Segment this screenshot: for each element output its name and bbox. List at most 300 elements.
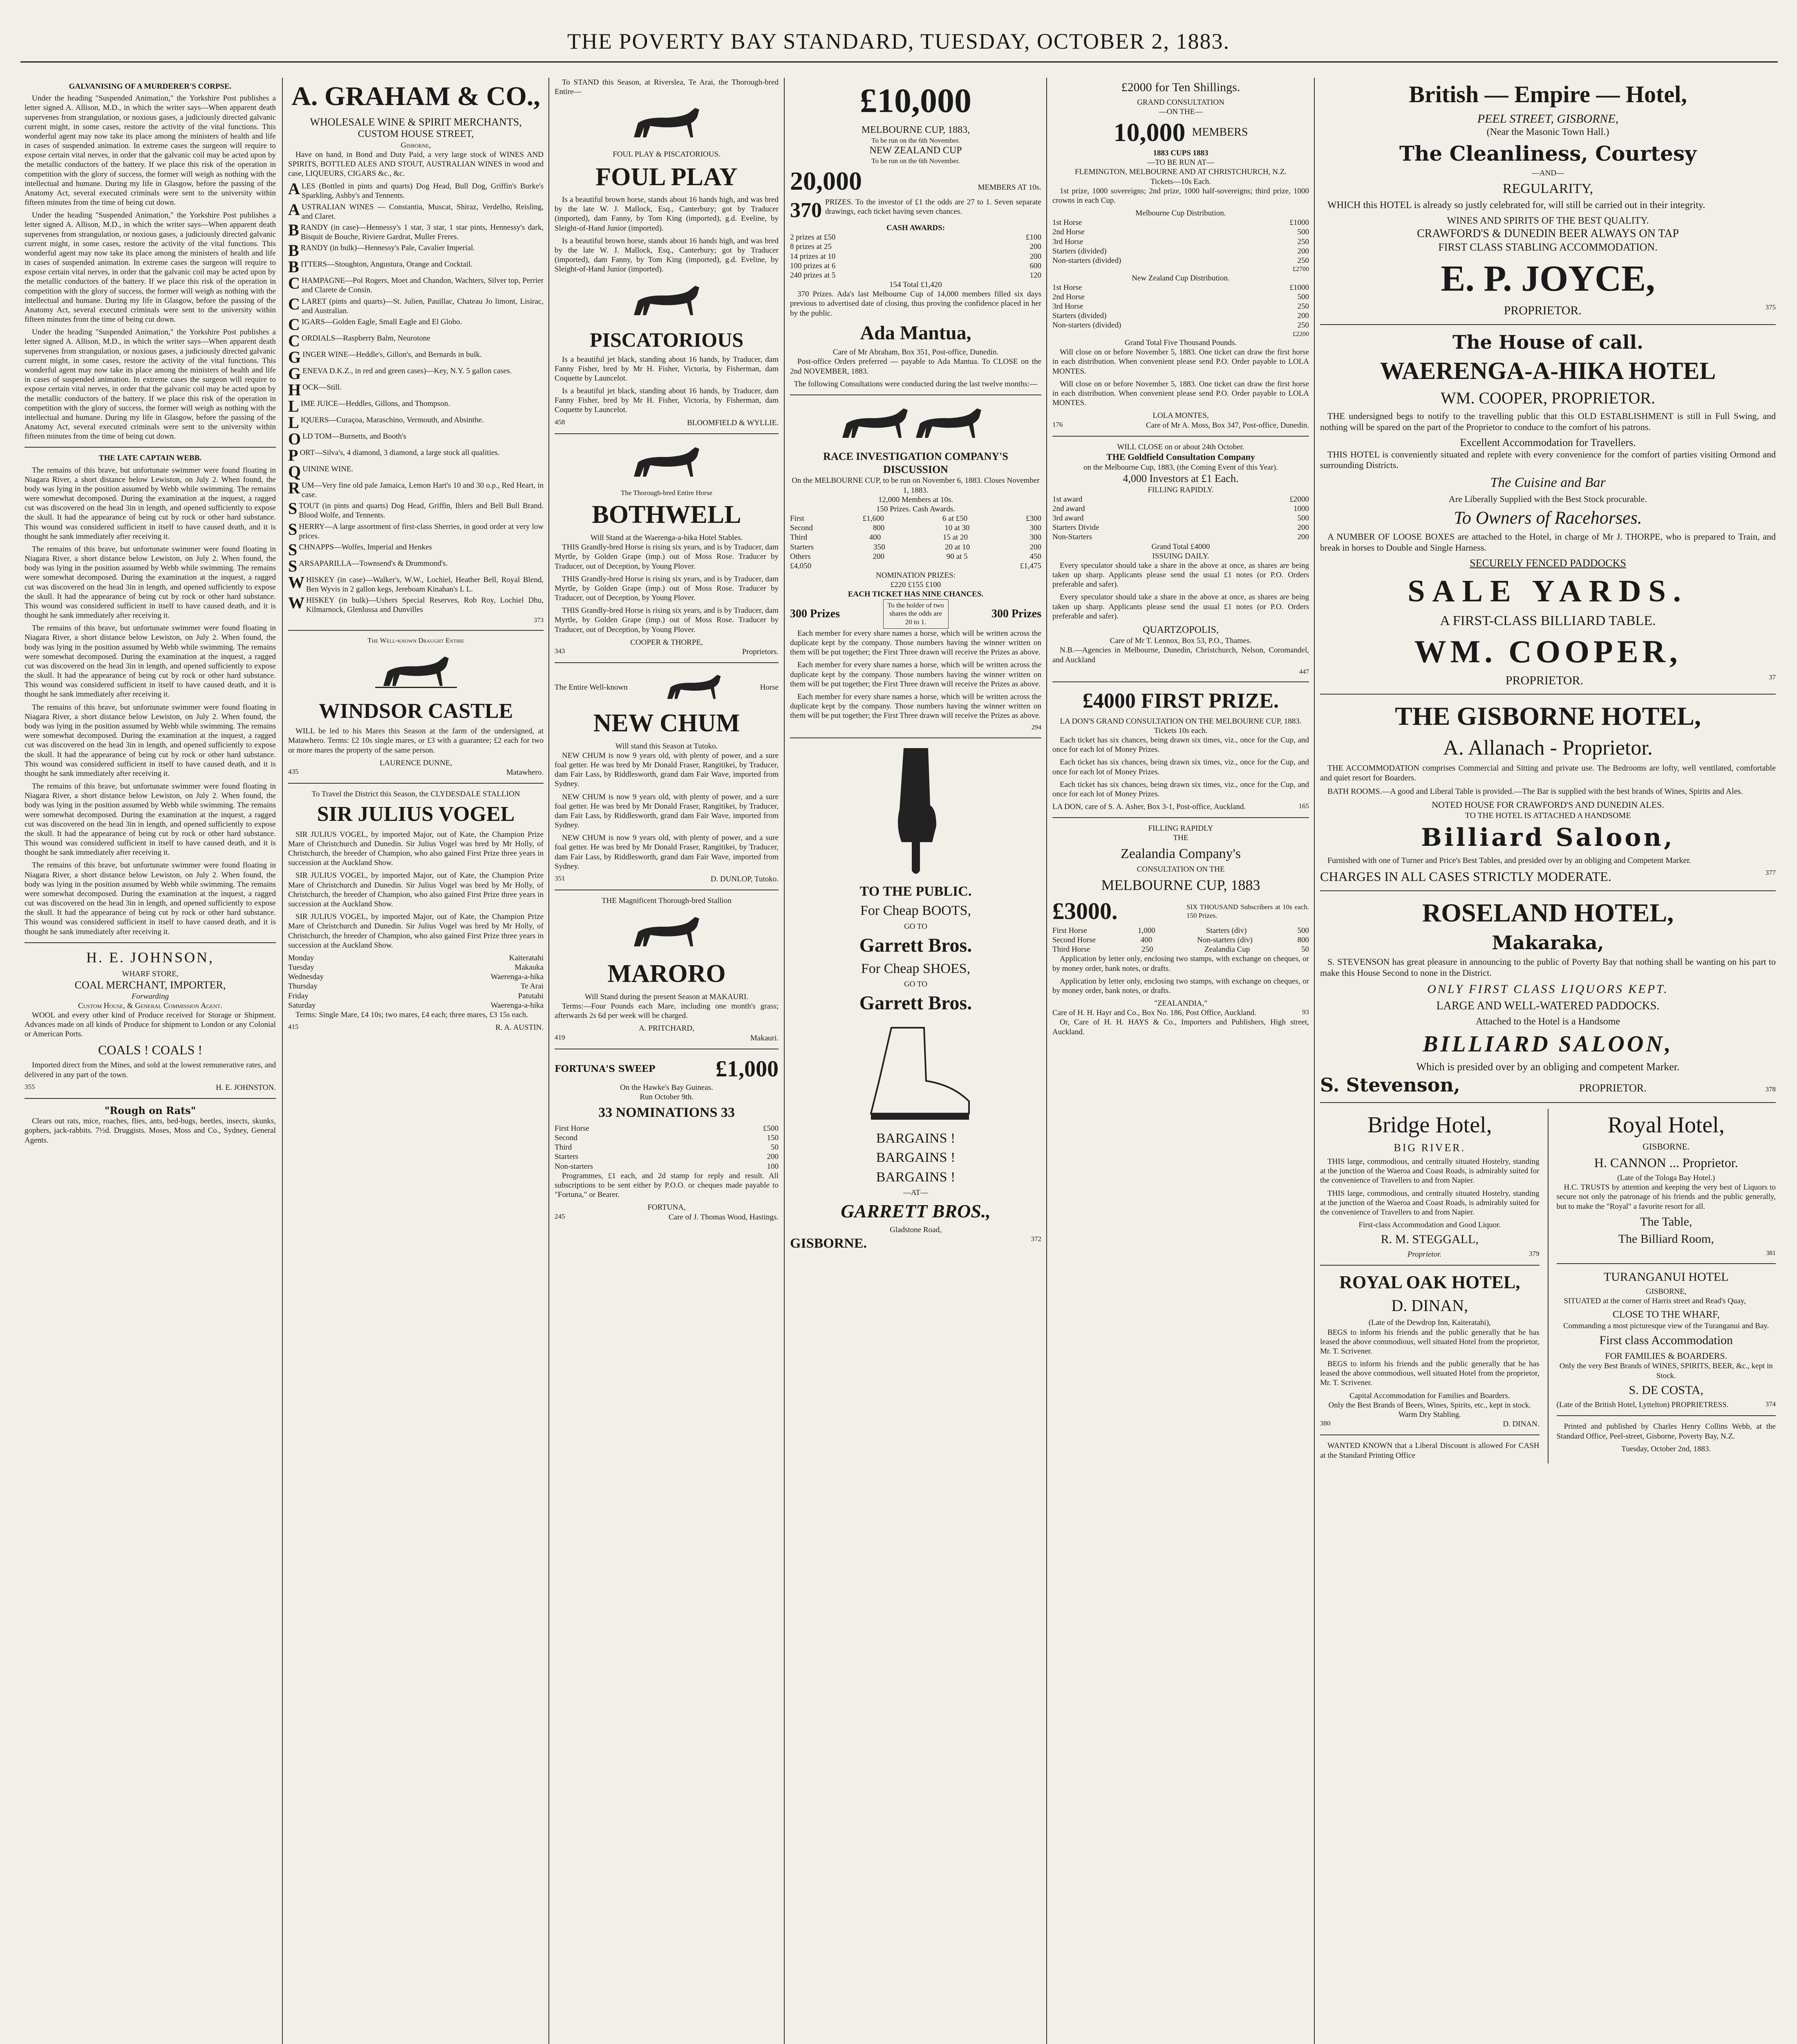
table-cell: Monday: [288, 953, 314, 962]
ad-line: MELBOURNE CUP, 1883,: [861, 125, 970, 136]
ad-line: PROPRIETOR.: [1504, 304, 1582, 318]
article-body: Under the heading "Suspended Animation," the Yorkshire Post publishes a letter signed A. Allison, M.D., in which the writer says—When apparent death supervenes from strangulation, or noxious gases, a judiciously directed galvanic current might, in some cases, restore the activity of the vital functions. This wonderful agent may now take its place among the ministers of health and life in cases of suspended animation. In extreme cases the surgeon will require to expose certain vital nerves, in order that the galvanic coil may be acted upon by the metallic conductors of the battery. If we place this risk of the operation in competition with the glory of success, the former will weigh as nothing with the intellectual and humane. During my life in Glasgow, before the passing of the Anatomy Act, several executed criminals were sent to the university within fifteen minutes from the time of being cut down.: [25, 211, 276, 324]
ad-title: MARORO: [607, 960, 726, 988]
product-item: [288, 202, 544, 221]
horse-icon: [622, 278, 712, 323]
ad-body: THE undersigned begs to notify to the travelling public that this OLD ESTABLISHMENT is still in Full Swing, and nothing will be spared on the part of the Proprietor to conduce to the comfort of his patrons.: [1320, 411, 1776, 432]
ad-body: Or, Care of H. H. HAYS & Co., Importers and Publishers, High street, Auckland.: [1052, 1018, 1309, 1036]
ad-title: Garrett Bros.: [859, 992, 972, 1014]
hotel-title: WAERENGA-A-HIKA HOTEL: [1380, 357, 1716, 385]
table-row: [1052, 256, 1309, 265]
table-cell: Starters Divide: [1052, 523, 1099, 532]
table-cell: 200: [1029, 242, 1041, 251]
table-cell: 250: [1297, 237, 1309, 246]
ad-body: H.C. TRUSTS by attention and keeping the very best of Liquors to secure not only the patronage of his friends and the public generally, but to make the "Royal" a favorite resort for all.: [1556, 1183, 1776, 1211]
ad-body: THIS Grandly-bred Horse is rising six years, and is by Traducer, dam Myrtle, by Golden Grape (imp.) out of Moss Rose. Traducer by Traducer, out of Deception, by Young Plover.: [555, 543, 779, 571]
table-cell: 250: [1141, 945, 1153, 954]
ad-signature: H. E. JOHNSTON.: [216, 1083, 276, 1092]
table-cell: 300: [1029, 524, 1041, 533]
ad-line: (Late of the Dewdrop Inn, Kaiteratahi),: [1368, 1318, 1491, 1327]
table-row: [555, 1152, 779, 1161]
ad-body: THIS large, commodious, and centrally situated Hostelry, standing at the junction of the Waeroa and Coast Roads, is admirably suited for the convenience of Travellers to and from Napier.: [1320, 1189, 1540, 1217]
ad-number: 419: [555, 1033, 565, 1041]
ad-heading: The Cleanliness, Courtesy: [1399, 141, 1697, 166]
ad-heading: Melbourne Cup Distribution.: [1135, 209, 1226, 218]
table-cell: 10 at 30: [944, 524, 970, 533]
ad-body: Is a beautiful jet black, standing about 16 hands, by Traducer, dam Fanny Fisher, bred by Mr H. Fisher, Victoria, by Fisherman, dam Coquette by Launcelot.: [555, 387, 779, 415]
hotel-title: ROYAL OAK HOTEL,: [1339, 1272, 1520, 1292]
ad-body: WANTED KNOWN that a Liberal Discount is allowed For CASH at the Standard Printing Office: [1320, 1441, 1540, 1460]
ad-title: FORTUNA'S SWEEP: [555, 1063, 656, 1074]
ad-line: FILLING RAPIDLY.: [1148, 485, 1214, 494]
table-row: [288, 953, 544, 963]
ad-body: THIS Grandly-bred Horse is rising six years, and is by Traducer, dam Myrtle, by Golden Grape (imp.) out of Moss Rose. Traducer by Traducer, out of Deception, by Young Plover.: [555, 574, 779, 603]
proprietor-name: H. CANNON ... Proprietor.: [1594, 1155, 1738, 1170]
horse-icon: [622, 910, 712, 955]
ad-line: Commanding a most picturesque view of the Turanganui and Bay.: [1563, 1321, 1769, 1330]
table-cell: 150: [767, 1134, 779, 1143]
ad-line: WHARF STORE,: [122, 969, 179, 978]
table-row: [790, 542, 1041, 552]
table-row: [1052, 945, 1309, 954]
table-cell: Second Horse: [1052, 936, 1096, 945]
ad-line: WINES AND SPIRITS OF THE BEST QUALITY.: [1447, 215, 1649, 226]
table-cell: 800: [1297, 936, 1309, 945]
table-row: [1052, 311, 1309, 320]
table-cell: 200: [1029, 542, 1041, 551]
product-text: IGARS—Golden Eagle, Small Eagle and El Globo.: [301, 317, 462, 326]
ad-number: 351: [555, 874, 565, 882]
table-cell: 450: [1029, 552, 1041, 561]
ad-body: N.B.—Agencies in Melbourne, Dunedin, Christchurch, Nelson, Coromandel, and Auckland: [1052, 646, 1309, 664]
ad-heading: The Well-known Draught Entire: [367, 637, 464, 645]
table-row: [1052, 513, 1309, 523]
ad-title: SIR JULIUS VOGEL: [317, 802, 515, 826]
table-cell: 1000: [1293, 504, 1309, 513]
table-cell: 250: [1297, 321, 1309, 330]
ad-line: Only the very Best Brands of WINES, SPIRITS, BEER, &c., kept in Stock.: [1559, 1362, 1773, 1380]
table-row: [1052, 227, 1309, 237]
column-2: [288, 78, 544, 2044]
product-text: RANDY (in bulk)—Hennessy's Pale, Cavalier Imperial.: [300, 244, 475, 253]
product-item: [288, 276, 544, 295]
table-cell: Others: [790, 552, 811, 561]
ad-title: A. GRAHAM & CO.,: [291, 81, 540, 111]
ad-address: Gladstone Road,: [890, 1226, 942, 1235]
product-item: [288, 380, 544, 399]
ad-line: LARGE AND WELL-WATERED PADDOCKS.: [1436, 1000, 1660, 1013]
ad-body: Terms: Single Mare, £4 10s; two mares, £4 each; three mares, £3 15s each.: [295, 1010, 528, 1019]
ad-signature: D. DUNLOP, Tutoko.: [710, 875, 779, 883]
ad-title: £4000 FIRST PRIZE.: [1082, 689, 1279, 713]
total: Grand Total £4000: [1151, 542, 1210, 551]
ad-line: FOR FAMILIES & BOARDERS.: [1605, 1350, 1728, 1361]
table-cell: 400: [869, 533, 881, 542]
table-cell: £1000: [1289, 283, 1309, 292]
product-item: [288, 260, 544, 274]
ad-line: NEW ZEALAND CUP: [869, 145, 962, 156]
horse-icon: [371, 649, 461, 694]
prize-table: [1052, 926, 1309, 955]
table-row: [790, 514, 1041, 523]
ad-body: WILL be led to his Mares this Season at the farm of the undersigned, at Matawhero. Terms: £2 10s single mares, or £3 with a guarantee; £2 each for two or more mares the property of the same person.: [288, 727, 544, 755]
ad-line: 1883 CUPS 1883: [1153, 149, 1208, 158]
ad-number: 379: [1529, 1249, 1540, 1257]
proprietor-name: E. P. JOYCE,: [1441, 258, 1655, 299]
ad-line: Will stand this Season at Tutoko.: [615, 742, 718, 751]
ad-line: GRAND CONSULTATION: [1137, 98, 1224, 107]
ad-line: Will Stand during the present Season at MAKAURI.: [584, 992, 749, 1001]
article-title: THE LATE CAPTAIN WEBB.: [98, 454, 202, 463]
ad-line: NOTED HOUSE FOR CRAWFORD'S AND DUNEDIN ALES.: [1432, 800, 1664, 810]
hotel-title: Royal Hotel,: [1607, 1112, 1725, 1138]
proprietor-name: R. M. STEGGALL,: [1381, 1233, 1479, 1246]
proprietor-name: S. DE COSTA,: [1629, 1383, 1704, 1397]
table-cell: Thursday: [288, 982, 318, 991]
ad-signature: LOLA MONTES,: [1152, 411, 1209, 420]
ad-line: Grand Total Five Thousand Pounds.: [1125, 338, 1237, 347]
ad-body: SITUATED at the corner of Harris street and Read's Quay,: [1564, 1297, 1746, 1306]
table-cell: Te Arai: [520, 982, 544, 991]
drop-cap: C: [288, 294, 300, 313]
table-cell: Kaiteratahi: [509, 953, 544, 962]
table-cell: 1,000: [1137, 926, 1155, 935]
hotel-title: Bridge Hotel,: [1367, 1112, 1492, 1138]
ad-body: Application by letter only, enclosing two stamps, with exchange on cheques, or by money order, bank notes, or drafts.: [1052, 955, 1309, 973]
ad-line: For Cheap SHOES,: [861, 961, 971, 976]
table-cell: £2000: [1289, 495, 1309, 504]
table-row: [1052, 926, 1309, 935]
table-row: [1052, 237, 1309, 247]
ad-line: Custom House, & General Commission Agent.: [78, 1001, 223, 1010]
product-text: TOUT (in pints and quarts) Dog Head, Griffin, Ihlers and Bell Bull Brand. Blood Wolfe, and Tennents.: [299, 502, 544, 520]
ad-heading: The Cuisine and Bar: [1490, 475, 1606, 491]
ad-place: GISBORNE.: [1642, 1141, 1690, 1152]
drop-cap: Q: [288, 462, 301, 481]
table-cell: 500: [1297, 292, 1309, 301]
column-1: [25, 78, 276, 2044]
table-cell: 15 at 20: [942, 533, 968, 542]
ad-line: COAL MERCHANT, IMPORTER,: [74, 979, 226, 991]
ad-line: PROPRIETOR.: [1505, 673, 1584, 687]
prize-amount: £10,000: [860, 82, 971, 120]
table-row: [1052, 292, 1309, 302]
table-cell: £1000: [1289, 218, 1309, 227]
ad-title: NEW CHUM: [593, 709, 740, 737]
ad-line: CHARGES IN ALL CASES STRICTLY MODERATE.: [1320, 869, 1611, 884]
prize-count: 300 Prizes: [991, 607, 1041, 620]
ad-body: 370 Prizes. Ada's last Melbourne Cup of 14,000 members filled six days previous to advertised date of closing, thus proving the confidence placed in her by the public.: [790, 290, 1041, 318]
ad-heading: 4,000 Investors at £1 Each.: [1123, 472, 1239, 484]
bridge-hotel-ad: [1320, 1109, 1540, 1464]
column-divider: [784, 78, 785, 2044]
ad-signature: LAURENCE DUNNE,: [379, 758, 452, 767]
ad-body: Is a beautiful jet black, standing about 16 hands, by Traducer, dam Fanny Fisher, bred by Mr H. Fisher, Victoria, by Fisherman, dam Coquette by Launcelot.: [555, 355, 779, 383]
ad-place: GISBORNE,: [1645, 1287, 1687, 1296]
product-item: [288, 478, 544, 500]
product-text: UM—Very fine old pale Jamaica, Lemon Hart's 10 and 30 o.p., Red Heart, in case.: [301, 481, 544, 500]
ad-body: Each ticket has six chances, being drawn six times, viz., once for the Cup, and once for each lot of Money Prizes.: [1052, 736, 1309, 754]
product-text: ITTERS—Stoughton, Angustura, Orange and Cocktail.: [300, 260, 473, 269]
table-row: [555, 1162, 779, 1171]
table-cell: Non-starters (divided): [1052, 321, 1121, 330]
ad-line: PROPRIETOR.: [1579, 1082, 1647, 1094]
ad-line: MEMBERS AT 10s.: [978, 183, 1041, 192]
pointing-hand-icon: [879, 744, 953, 879]
product-list: [288, 179, 544, 614]
article-body: The remains of this brave, but unfortunate swimmer were found floating in Niagara River, a short distance below Lewiston, on July 2. When found, the body was lying in the position assumed by Webb while swimming. The remains were somewhat decomposed. During the examination at the inquest, a ragged cut was discovered on the head 3in in length, and opened sufficiently to expose the skull. It had the appearance of being cut by rock or other hard substance. This wound was considered sufficient in itself to have caused death, and it is thought he sank immediately after receiving it.: [25, 545, 276, 620]
ad-place: Makauri.: [750, 1033, 779, 1042]
product-text: ORDIALS—Raspberry Balm, Neurotone: [301, 334, 430, 343]
ad-number: 165: [1298, 802, 1309, 810]
table-cell: 120: [1029, 271, 1041, 280]
drop-cap: B: [288, 220, 299, 239]
ad-body: Post-office Orders preferred — payable to Ada Mantua. To CLOSE on the 2nd NOVEMBER, 1883.: [790, 357, 1041, 376]
proprietor-name: S. Stevenson,: [1320, 1074, 1460, 1096]
ad-line: FILLING RAPIDLY: [1148, 824, 1213, 833]
ad-line: 150 Prizes. Cash Awards.: [876, 504, 955, 513]
horse-icon: [622, 440, 712, 485]
ad-body: Each member for every share names a horse, which will be written across the duplicate kept by the company. Those numbers having the winner written on them will be put together; the First Three drawn will receive the Prizes as above.: [790, 692, 1041, 720]
product-item: [288, 347, 544, 366]
table-cell: Starters: [790, 542, 814, 551]
table-cell: Starters (divided): [1052, 312, 1107, 320]
prize-count: 300 Prizes: [790, 607, 840, 620]
article-body: The remains of this brave, but unfortunate swimmer were found floating in Niagara River, a short distance below Lewiston, on July 2. When found, the body was lying in the position assumed by Webb while swimming. The remains were somewhat decomposed. During the examination at the inquest, a ragged cut was discovered on the head 3in in length, and opened sufficiently to expose the skull. It had the appearance of being cut by rock or other hard substance. This wound was considered sufficient in itself to have caused death, and it is thought he sank immediately after receiving it.: [25, 861, 276, 936]
product-text: ARSAPARILLA—Townsend's & Drummond's.: [299, 559, 448, 568]
table-cell: Saturday: [288, 1001, 316, 1010]
table-cell: 500: [1297, 926, 1309, 935]
ad-signature: QUARTZOPOLIS,: [1143, 624, 1219, 635]
ad-line: To STAND this Season, at Riverslea, Te Arai, the Thorough-bred Entire—: [555, 78, 779, 96]
product-text: IQUERS—Curaçoa, Maraschino, Vermouth, and Absinthe.: [300, 415, 484, 424]
ad-body: Will close on or before November 5, 1883. One ticket can draw the first horse in each distribution. When convenient please send P.O. Order payable to LOLA MONTES.: [1052, 379, 1309, 408]
ad-heading: SALE YARDS.: [1408, 574, 1688, 608]
drop-cap: S: [288, 520, 298, 538]
ad-line: For Cheap BOOTS,: [860, 903, 971, 919]
ad-title: Ada Mantua,: [860, 322, 971, 344]
ad-body: SIR JULIUS VOGEL, by imported Major, out of Kate, the Champion Prize Mare of Christchurch and Dunedin. Sir Julius Vogel was bred by Mr Holly, of Christchurch, the breeder of Champion, who also gained First Prize three years in succession at the Auckland Show.: [288, 830, 544, 867]
table-cell: 3rd Horse: [1052, 302, 1083, 311]
ad-body: Will close on or before November 5, 1883. One ticket can draw the first horse in each distribution. When convenient please send P.O. Order payable to LOLA MONTES.: [1052, 348, 1309, 376]
ad-heading: New Zealand Cup Distribution.: [1132, 273, 1230, 282]
ad-line: Gisborne,: [401, 141, 431, 150]
ad-line: (Late of the Tologa Bay Hotel.): [1617, 1174, 1715, 1183]
table-cell: Waerenga-a-hika: [490, 973, 544, 982]
ad-body: Every speculator should take a share in the above at once, as shares are being taken up sharp. Applicants please send the usual £1 notes (or P.O. Orders preferable and safer).: [1052, 593, 1309, 621]
ad-line: on the Melbourne Cup, 1883, (the Coming Event of this Year).: [1083, 463, 1278, 472]
product-item: [288, 317, 544, 332]
ad-heading: NOMINATION PRIZES:: [876, 571, 956, 580]
ad-signature: D. DINAN.: [1503, 1420, 1540, 1429]
proprietor-name: A. Allanach - Proprietor.: [1443, 736, 1653, 760]
ad-place: Matawhero.: [506, 768, 544, 777]
ad-line: To the holder of two shares the odds are 20 to 1.: [883, 599, 949, 629]
ad-heading: To Travel the District this Season, the CLYDESDALE STALLION: [311, 790, 520, 799]
table-cell: 200: [1029, 252, 1041, 261]
ad-heading: First class Accommodation: [1599, 1333, 1733, 1347]
drop-cap: S: [288, 499, 298, 518]
ad-address: Care of J. Thomas Wood, Hastings.: [668, 1213, 779, 1221]
ad-line: Tickets—10s Each.: [1150, 177, 1211, 186]
ad-line: —ON THE—: [1159, 107, 1203, 116]
ad-number: 373: [534, 616, 544, 624]
table-cell: 1st award: [1052, 495, 1083, 504]
ad-body: NEW CHUM is now 9 years old, with plenty of power, and a sure foal getter. He was bred by Mr Donald Fraser, Rangitikei, by Traducer, dam Fair Lass, by Riddlesworth, grand dam Fair Wave, imported from Sydney.: [555, 792, 779, 830]
ad-number: 435: [288, 768, 299, 775]
drop-cap: B: [288, 258, 299, 276]
ad-heading: The House of call.: [1452, 331, 1643, 354]
ad-body: NEW CHUM is now 9 years old, with plenty of power, and a sure foal getter. He was bred by Mr Donald Fraser, Rangitikei, by Traducer, dam Fair Lass, by Riddlesworth, grand dam Fair Wave, imported from Sydney.: [555, 834, 779, 871]
drop-cap: B: [288, 241, 299, 260]
table-cell: 50: [771, 1143, 779, 1152]
article-body: The remains of this brave, but unfortunate swimmer were found floating in Niagara River, a short distance below Lewiston, on July 2. When found, the body was lying in the position assumed by Webb while swimming. The remains were somewhat decomposed. During the examination at the inquest, a ragged cut was discovered on the head 3in in length, and opened sufficiently to expose the skull. It had the appearance of being cut by rock or other hard substance. This wound was considered sufficient in itself to have caused death, and it is thought he sank immediately after receiving it.: [25, 466, 276, 541]
proprietor-name: WM. COOPER,: [1414, 633, 1682, 669]
ad-number: 380: [1320, 1419, 1331, 1428]
table-cell: 250: [1297, 256, 1309, 265]
product-item: [288, 294, 544, 316]
ad-body: Is a beautiful brown horse, stands about 16 hands high, and was bred by the late W. J. Mallock, Esq., Canterbury; got by Traducer (imported), dam Fanny, by Tom King (imported), g.d. Eveline, by Sleight-of-Hand Junior (imported).: [555, 195, 779, 233]
ad-body: Each ticket has six chances, being drawn six times, viz., once for the Cup, and once for each lot of Money Prizes.: [1052, 780, 1309, 798]
product-text: HISKEY (in case)—Walker's, W.W., Lochiel, Heather Bell, Royal Blend, Ben Wyvis in 2 gallon kegs, Jereboam Kinahan's L L.: [306, 575, 544, 594]
table-row: [1052, 283, 1309, 292]
ad-body: Each member for every share names a horse, which will be written across the duplicate kept by the company. Those numbers having the winner written on them will be put together; the First Three drawn will receive the Prizes as above.: [790, 661, 1041, 688]
table-cell: 200: [1297, 312, 1309, 320]
ad-heading: 33 NOMINATIONS 33: [598, 1105, 735, 1121]
ad-number: 375: [1765, 303, 1776, 312]
ad-line: CUSTOM HOUSE STREET,: [358, 129, 474, 140]
drop-cap: A: [288, 179, 300, 198]
product-text: HISKEY (in bulk)—Ushers Special Reserves, Rob Roy, Lochiel Dhu, Kilmarnock, Glenlussa and Dunvilles: [306, 596, 544, 614]
ad-heading: CASH AWARDS:: [886, 223, 945, 232]
table-cell: £300: [1026, 514, 1041, 523]
ad-line: —AND—: [1531, 168, 1564, 177]
ad-title: RACE INVESTIGATION COMPANY'S DISCUSSION: [823, 450, 1008, 475]
table-cell: First Horse: [555, 1124, 589, 1133]
boot-icon: [855, 1020, 977, 1126]
table-cell: 200: [1297, 523, 1309, 532]
column-3: [555, 78, 779, 2044]
table-cell: 1st Horse: [1052, 283, 1082, 292]
ad-title: TO THE PUBLIC.: [859, 883, 972, 899]
table-cell: 3rd Horse: [1052, 237, 1083, 246]
ad-heading: £2000 for Ten Shillings.: [1121, 81, 1240, 94]
ad-signature: FORTUNA,: [647, 1203, 686, 1212]
ad-signature: BLOOMFIELD & WYLLIE.: [687, 418, 779, 427]
ad-line: Are Liberally Supplied with the Best Stock procurable.: [1448, 493, 1647, 504]
ad-line: MEMBERS: [1192, 126, 1248, 139]
ad-line: THE: [1173, 834, 1188, 843]
table-cell: Third: [790, 533, 808, 542]
drop-cap: L: [288, 413, 299, 432]
ad-body: THE ACCOMMODATION comprises Commercial and Sitting and private use. The Bedrooms are lofty, well ventilated, comfortable and quiet resort for Boarders.: [1320, 763, 1776, 783]
table-cell: £1,600: [862, 514, 884, 523]
member-count: 10,000: [1113, 117, 1186, 147]
table-row: [288, 982, 544, 991]
table-row: [555, 1124, 779, 1133]
ad-line: WHOLESALE WINE & SPIRIT MERCHANTS,: [310, 116, 522, 128]
ad-line: Proprietor.: [1407, 1250, 1442, 1259]
ad-line: On the Hawke's Bay Guineas.: [620, 1083, 713, 1092]
drop-cap: A: [288, 200, 300, 219]
ad-line: 12,000 Members at 10s.: [878, 495, 953, 504]
table-row: [1052, 218, 1309, 227]
ad-line: ISSUING DAILY.: [1152, 551, 1209, 560]
table-row: [1052, 532, 1309, 542]
ad-address: Care of Mr Abraham, Box 351, Post-office, Dunedin.: [832, 348, 999, 357]
prize-table: [790, 233, 1041, 280]
table-row: [288, 1001, 544, 1010]
ad-body: Programmes, £1 each, and 2d stamp for reply and result. All subscriptions to be sent either by P.O.O. or cheques made payable to "Fortuna," or Bearer.: [555, 1171, 779, 1199]
ad-number: 355: [25, 1083, 35, 1091]
ad-address: Care of Mr T. Lennox, Box 53, P.O., Thames.: [1110, 637, 1252, 645]
ad-heading: The Billiard Room,: [1618, 1232, 1714, 1246]
ad-line: The following Consultations were conducted during the last twelve months:—: [794, 379, 1038, 388]
table-cell: Makauka: [515, 963, 544, 972]
table-row: [790, 533, 1041, 542]
product-text: RANDY (in case)—Hennessy's 1 star, 3 star, 1 star pints, Hennessy's dark, Bisquit de Bouche, Riviere Gardrat, Muller Freres.: [300, 223, 544, 242]
ad-body: Imported direct from the Mines, and sold at the lowest remunerative rates, and delivered in any part of the town.: [25, 1061, 276, 1079]
table-cell: Third: [555, 1143, 572, 1152]
ad-signature: A. PRITCHARD,: [639, 1024, 694, 1033]
ad-line: (Late of the British Hotel, Lyttelton) PROPRIETRESS.: [1556, 1401, 1729, 1410]
ad-body: Have on hand, in Bond and Duty Paid, a very large stock of WINES AND SPIRITS, BOTTLED ALES AND STOUT, AUSTRALIAN WINES in wood and case, LIQUEURS, CIGARS &c., &c.: [288, 150, 544, 178]
drop-cap: G: [288, 347, 301, 366]
ad-heading: Billiard Saloon,: [1421, 823, 1675, 852]
drop-cap: S: [288, 556, 298, 575]
ad-number: 37: [1768, 673, 1776, 681]
ad-signature: "ZEALANDIA,": [1154, 999, 1207, 1008]
horse-icon: [657, 669, 731, 706]
drop-cap: R: [288, 478, 300, 497]
table-row: [790, 233, 1041, 242]
ad-body: SIR JULIUS VOGEL, by imported Major, out of Kate, the Champion Prize Mare of Christchurch and Dunedin. Sir Julius Vogel was bred by Mr Holly, of Christchurch, the breeder of Champion, who also gained First Prize three years in succession at the Auckland Show.: [288, 912, 544, 950]
ad-place: Makaraka,: [1492, 932, 1604, 954]
ad-address: Care of H. H. Hayr and Co., Box No. 186, Post Office, Auckland.: [1052, 1009, 1256, 1018]
ad-title: GARRETT BROS.,: [841, 1201, 991, 1222]
product-text: OCK—Still.: [302, 383, 342, 392]
ad-line: SECURELY FENCED PADDOCKS: [1470, 557, 1626, 569]
table-cell: 20 at 10: [945, 542, 970, 551]
table-cell: 600: [1029, 261, 1041, 270]
ad-heading: EACH TICKET HAS NINE CHANCES.: [848, 590, 984, 599]
table-row: [790, 552, 1041, 561]
ad-line: WILL CLOSE on or about 24th October.: [1117, 442, 1244, 451]
product-text: ENEVA D.K.Z., in red and green cases)—Key, N.Y. 5 gallon cases.: [302, 366, 512, 375]
ad-signature: COOPER & THORPE,: [630, 638, 703, 647]
ad-body: WHICH this HOTEL is already so justly celebrated for, will still be carried out in their integrity.: [1327, 200, 1705, 211]
ad-line: CRAWFORD'S & DUNEDIN BEER ALWAYS ON TAP: [1417, 227, 1679, 240]
product-text: LD TOM—Burnetts, and Booth's: [302, 432, 407, 441]
ad-signature: R. A. AUSTIN.: [495, 1023, 544, 1032]
article-body: Under the heading "Suspended Animation," the Yorkshire Post publishes a letter signed A. Allison, M.D., in which the writer says—When apparent death supervenes from strangulation, or noxious gases, a judiciously directed galvanic current might, in some cases, restore the activity of the vital functions. This wonderful agent may now take its place among the ministers of health and life in cases of suspended animation. In extreme cases the surgeon will require to expose certain vital nerves, in order that the galvanic coil may be acted upon by the metallic conductors of the battery. If we place this risk of the operation in competition with the glory of success, the former will weigh as nothing with the intellectual and humane. During my life in Glasgow, before the passing of the Anatomy Act, several executed criminals were sent to the university within fifteen minutes from the time of being cut down.: [25, 328, 276, 441]
prize-count: 370: [790, 198, 822, 222]
ad-line: BARGAINS !: [876, 1169, 956, 1185]
drop-cap: C: [288, 331, 300, 350]
ad-line: BARGAINS !: [876, 1150, 956, 1165]
table-cell: 14 prizes at 10: [790, 252, 836, 261]
hotel-title: THE GISBORNE HOTEL,: [1395, 702, 1701, 731]
table-cell: 2nd award: [1052, 504, 1085, 513]
column-6: [1320, 78, 1776, 2044]
ad-line: To be run on the 6th November.: [871, 157, 960, 165]
ad-line: —TO BE RUN AT—: [1147, 158, 1214, 167]
table-row: [288, 963, 544, 972]
ad-line: A FIRST-CLASS BILLIARD TABLE.: [1440, 613, 1656, 629]
table-cell: 2 prizes at £50: [790, 233, 836, 242]
prize-amount: £3000.: [1052, 898, 1118, 925]
table-cell: Non-starters (div): [1197, 936, 1253, 945]
